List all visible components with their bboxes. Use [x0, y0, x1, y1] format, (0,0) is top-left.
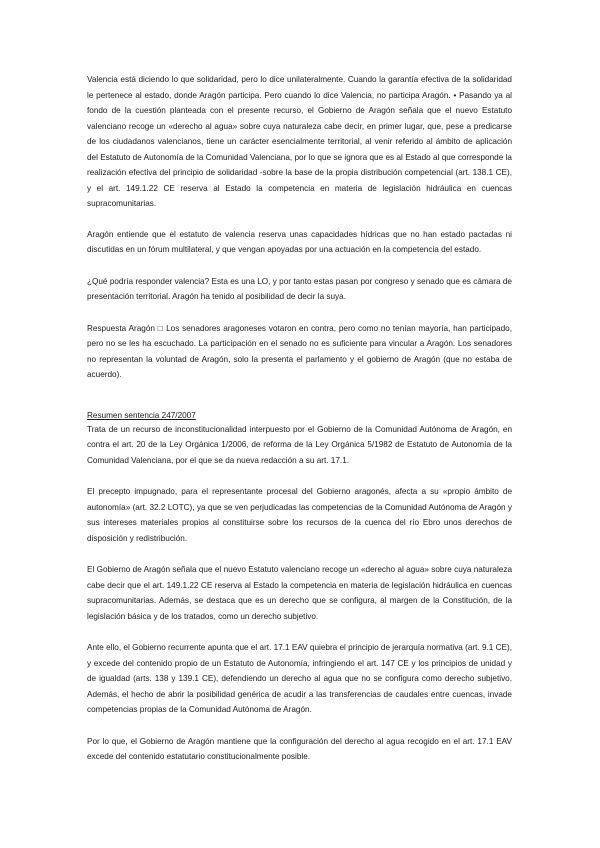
section-heading: Resumen sentencia 247/2007: [87, 410, 196, 420]
paragraph-por-lo-que: Por lo que, el Gobierno de Aragón mantiene que la configuración del derecho al agua recogido en el art. 17.1 EAV excede del contenido estatutario constitucionalmente posible.: [87, 736, 512, 761]
paragraph-que-podria-responder: ¿Qué podría responder valencia? Esta es una LO, y por tanto estas pasan por congreso y senado que es cámara de presentación territorial. Aragón ha tenido al posibilidad de decir la suya.: [87, 276, 512, 301]
paragraph-aragon-entiende: Aragón entiende que el estatuto de valencia reserva unas capacidades hídricas que no han estado pactadas ni discutidas en un fórum multilateral, y que vengan apoyadas por una actuación en la competencia del estado.: [87, 229, 512, 254]
paragraph-solidaridad: Valencia está diciendo lo que solidaridad, pero lo dice unilateralmente. Cuando la garantía efectiva de la solidaridad le pertenece al estado, donde Aragón participa. Pero cuando lo dice Valencia, no participa Aragón. • Pasando ya al fondo de la cuestión planteada con el presente recurso, el Gobierno de Aragón señala que el nuevo Estatuto valenciano recoge un «derecho al agua» sobre cuya naturaleza cabe decir, en primer lugar, que, pese a predicarse de los ciudadanos valencianos, tiene un carácter esencialmente territorial, al venir referido al ámbito de aplicación del Estatuto de Autonomía de la Comunidad Valenciana, por lo que se ignora que es al Estado al que corresponde la realización efectiva del principio de solidaridad -sobre la base de la propia distribución competencial (art. 138.1 CE), y el art. 149.1.22 CE reserva al Estado la competencia en materia de legislación hidráulica en cuencas supracomunitarias.: [87, 75, 512, 208]
paragraph-trata-recurso: Trata de un recurso de inconstitucionalidad interpuesto por el Gobierno de la Comunidad Autónoma de Aragón, en contra el art. 20 de la Ley Orgánica 1/2006, de reforma de la Ley Orgánica 5/1982 de Estatuto de Autonomía de la Comunidad Valenciana, por el que se da nueva redacción a su art. 17.1.: [87, 424, 512, 465]
paragraph-respuesta-aragon: Respuesta Aragón □ Los senadores aragoneses votaron en contra, pero como no tenían mayoría, han participado, pero no se les ha escuchado. La participación en el senado no es suficiente para vincular a Aragón. Los senadores no representan la voluntad de Aragón, solo la presenta el parlamento y el gobierno de Aragón (que no estaba de acuerdo).: [87, 323, 512, 379]
paragraph-gobierno-senala: El Gobierno de Aragón señala que el nuevo Estatuto valenciano recoge un «derecho al agua» sobre cuya naturaleza cabe decir que el art. 149.1.22 CE reserva al Estado la competencia en materia de legislación hidráulica en cuencas supracomunitarias. Además, se destaca que es un derecho que se configura, al margen de la Constitución, de la legislación básica y de los tratados, como un derecho subjetivo.: [87, 565, 512, 621]
paragraph-ante-ello: Ante ello, el Gobierno recurrente apunta que el art. 17.1 EAV quiebra el principio de jerarquía normativa (art. 9.1 CE), y excede del contenido propio de un Estatuto de Autonomía, infringiendo el art. 147 CE y los principios de unidad y de igualdad (arts. 138 y 139.1 CE), defendiendo un derecho al agua que no se configura como derecho subjetivo. Además, el hecho de abrir la posibilidad genérica de acudir a las transferencias de caudales entre cuencas, invade competencias propias de la Comunidad Autónoma de Aragón.: [87, 643, 512, 714]
paragraph-precepto-impugnado: El precepto impugnado, para el representante procesal del Gobierno aragonés, afecta a su «propio ámbito de autonomía» (art. 32.2 LOTC), ya que se ven perjudicadas las competencias de la Comunidad Autónoma de Aragón y sus intereses materiales propios al constituirse sobre los recursos de la cuenca del río Ebro unos derechos de disposición y redistribución.: [87, 487, 512, 543]
